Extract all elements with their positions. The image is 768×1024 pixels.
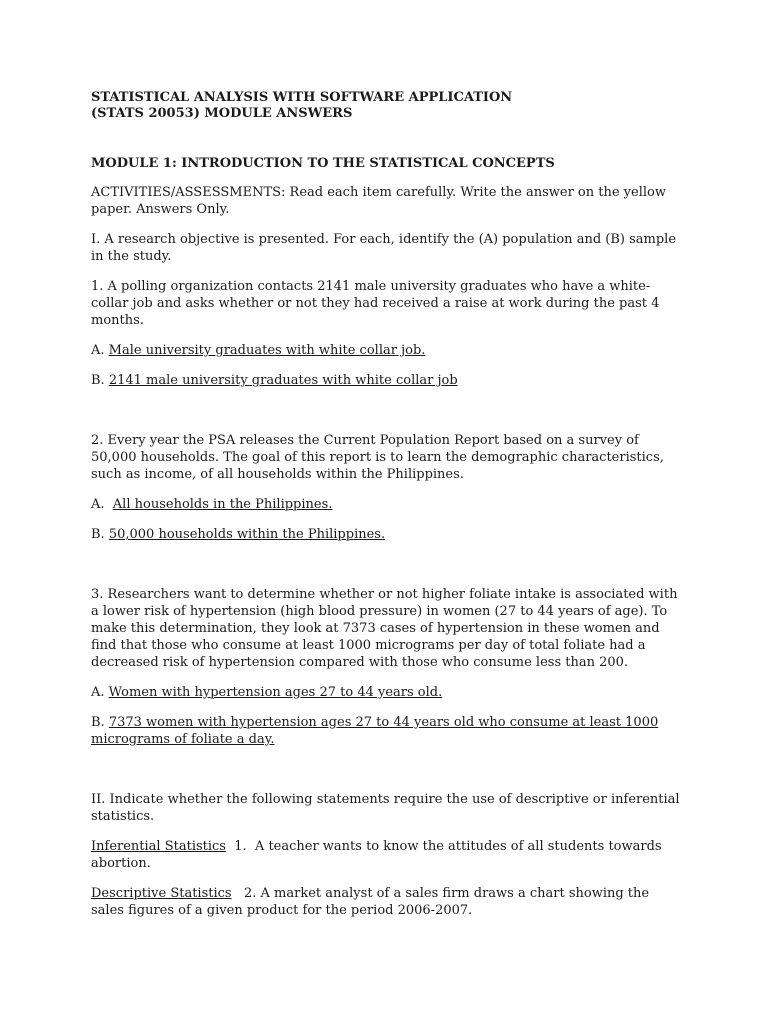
answer-b-text: 2141 male university graduates with white collar job bbox=[108, 373, 458, 388]
question-1-answer-a bbox=[91, 342, 681, 359]
statement-1-answer: Inferential Statistics bbox=[91, 839, 226, 854]
statement-2-label-wrap bbox=[91, 885, 244, 902]
answer-a-prefix: A. bbox=[91, 497, 113, 512]
answer-b-text: 50,000 households within the Philippines. bbox=[108, 527, 386, 542]
question-3-answer-a bbox=[91, 684, 681, 701]
document-title-line-2: (STATS 20053) MODULE ANSWERS bbox=[91, 106, 353, 121]
question-3: 3. Researchers want to determine whether or not higher foliate intake is associated with a lower risk of hypertension (high blood pressure) in women (27 to 44 years of age). To make this determination, they look at 7373 cases of hypertension in these women and find that those who consume at least 1000 micrograms per day of total foliate had a decreased risk of hypertension compared with those who consume less than 200. bbox=[91, 587, 678, 670]
answer-b-text: 7373 women with hypertension ages 27 to 44 years old who consume at least 1000 micrograms of foliate a day. bbox=[91, 715, 659, 747]
question-2-answer-b bbox=[91, 526, 681, 543]
question-2: 2. Every year the PSA releases the Current Population Report based on a survey of 50,000 households. The goal of this report is to learn the demographic characteristics, such as income, of all households within the Philippines. bbox=[91, 433, 664, 482]
document-page bbox=[91, 90, 681, 919]
module-heading: MODULE 1: INTRODUCTION TO THE STATISTICAL CONCEPTS bbox=[91, 156, 555, 171]
statement-1 bbox=[91, 838, 681, 872]
question-1-answer-b bbox=[91, 372, 681, 389]
question-2-answer-a bbox=[91, 496, 681, 513]
statement-2-text: 2. A market analyst of a sales firm draws a chart showing the sales figures of a given product for the period 2006-2007. bbox=[91, 886, 650, 918]
activities-instruction: ACTIVITIES/ASSESSMENTS: Read each item carefully. Write the answer on the yellow paper. Answers Only. bbox=[91, 185, 666, 217]
statement-2 bbox=[91, 885, 681, 919]
answer-b-prefix: B. bbox=[91, 715, 109, 730]
answer-a-text: Women with hypertension ages 27 to 44 years old. bbox=[108, 685, 443, 700]
question-1: 1. A polling organization contacts 2141 male university graduates who have a white-collar job and asks whether or not they had received a raise at work during the past 4 months. bbox=[91, 279, 660, 328]
answer-b-prefix: B. bbox=[91, 527, 109, 542]
statement-2-answer: Descriptive Statistics bbox=[91, 886, 232, 901]
answer-a-prefix: A. bbox=[91, 685, 109, 700]
part-one-instruction: I. A research objective is presented. For each, identify the (A) population and (B) sample in the study. bbox=[91, 232, 677, 264]
part-two-instruction: II. Indicate whether the following statements require the use of descriptive or inferential statistics. bbox=[91, 792, 680, 824]
answer-b-prefix: B. bbox=[91, 373, 109, 388]
statement-1-text: 1. A teacher wants to know the attitudes of all students towards abortion. bbox=[91, 839, 666, 871]
answer-a-text: All households in the Philippines. bbox=[112, 497, 333, 512]
document-title-line-1: STATISTICAL ANALYSIS WITH SOFTWARE APPLICATION bbox=[91, 90, 513, 105]
answer-a-text: Male university graduates with white collar job. bbox=[108, 343, 426, 358]
question-3-answer-b bbox=[91, 714, 681, 748]
answer-a-prefix: A. bbox=[91, 343, 109, 358]
